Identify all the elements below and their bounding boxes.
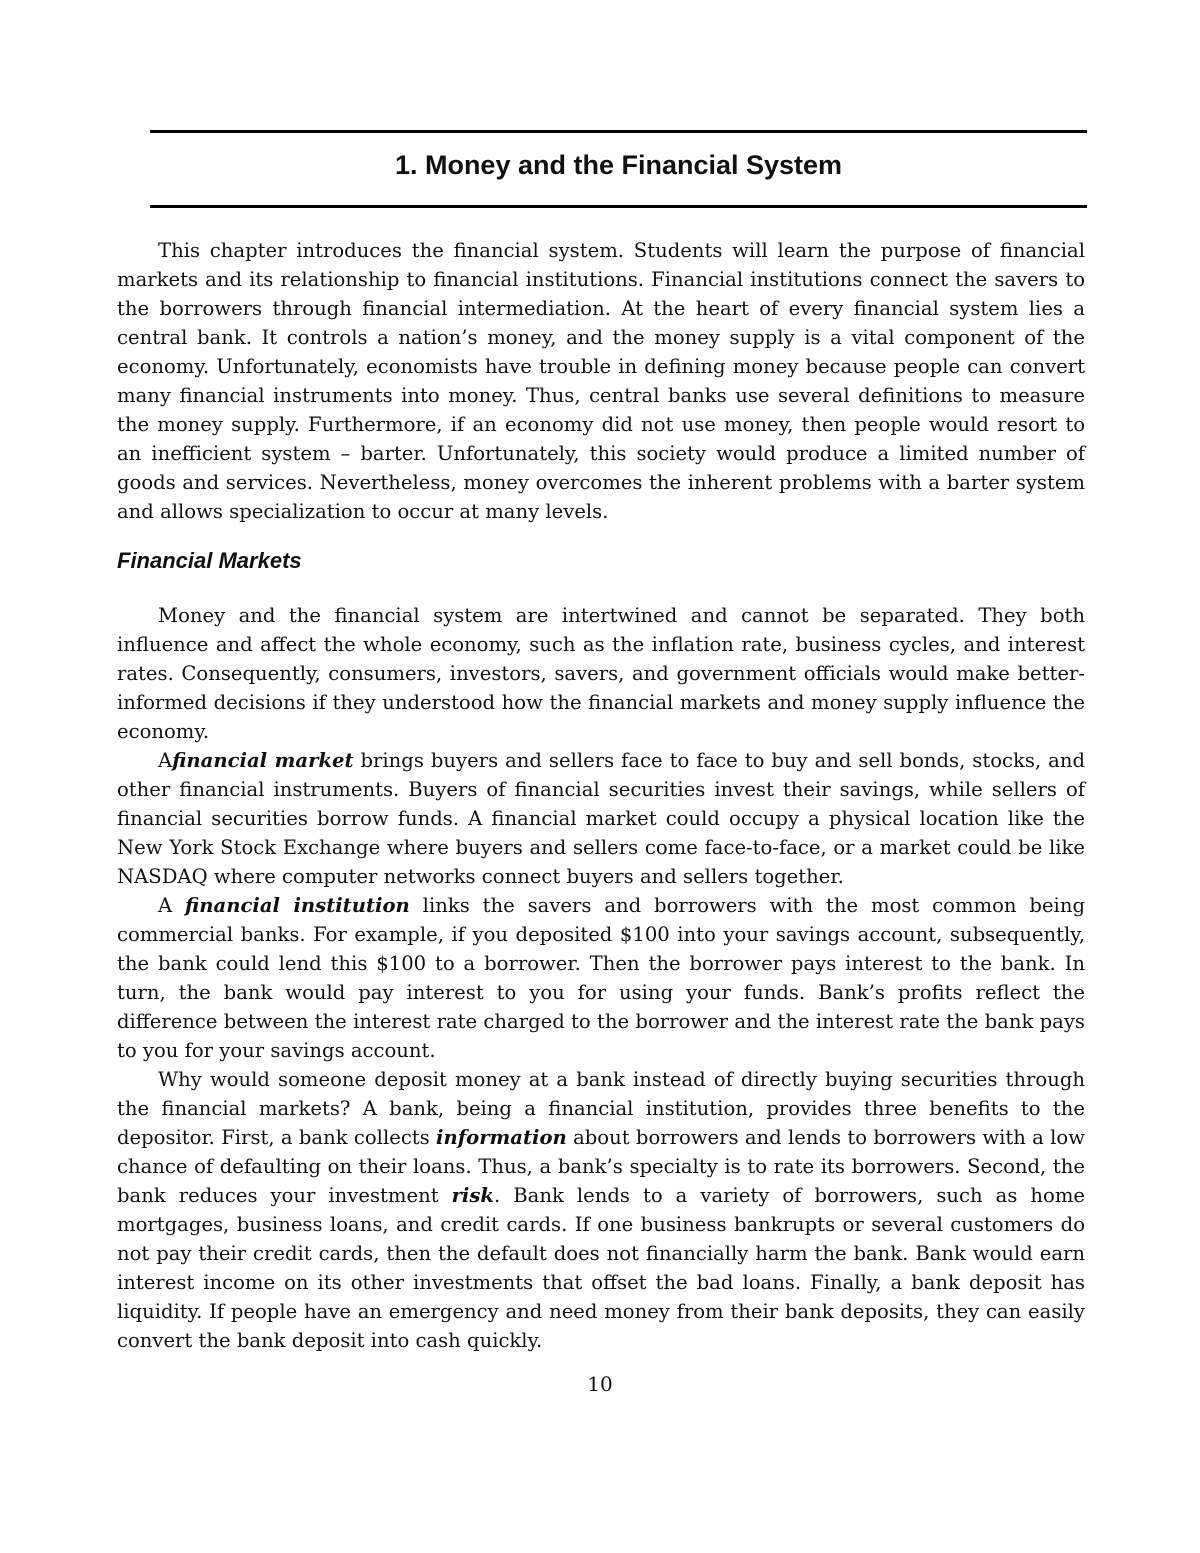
paragraph-3-rest: links the savers and borrowers with the most common being commercial banks. For example, if you deposited $100 into your savings account, subsequently, the bank could lend this $100 to a borrower. Then the borrower pays interest to the bank. In turn, the bank would pay interest to you for using your funds. Bank’s profits reflect the difference between the interest rate charged to the borrower and the interest rate the bank pays to you for your savings account. bbox=[117, 894, 1085, 1062]
term-risk: risk bbox=[451, 1184, 494, 1207]
chapter-title: 1. Money and the Financial System bbox=[394, 150, 843, 180]
title-top-rule bbox=[150, 130, 1087, 133]
paragraph-2-start: A bbox=[158, 749, 173, 772]
paragraph-3 bbox=[117, 891, 1085, 1065]
section-heading: Financial Markets bbox=[117, 548, 302, 573]
paragraph-2-rest: brings buyers and sellers face to face to buy and sell bonds, stocks, and other financial instruments. Buyers of financial securities invest their savings, while sellers of financial securities borrow funds. A financial market could occupy a physical location like the New York Stock Exchange where buyers and sellers come face-to-face, or a market could be like NASDAQ where computer networks connect buyers and sellers together. bbox=[117, 749, 1085, 888]
paragraph-4 bbox=[117, 1065, 1085, 1355]
term-financial-market: financial market bbox=[172, 749, 354, 772]
term-information: information bbox=[436, 1126, 567, 1149]
title-bottom-rule bbox=[150, 205, 1087, 208]
paragraph-4-c: . Bank lends to a variety of borrowers, such as home mortgages, business loans, and credit cards. If one business bankrupts or several customers do not pay their credit cards, then the default does not financially harm the bank. Bank would earn interest income on its other investments that offset the bad loans. Finally, a bank deposit has liquidity. If people have an emergency and need money from their bank deposits, they can easily convert the bank deposit into cash quickly. bbox=[117, 1184, 1085, 1352]
paragraph-4-a: Why would someone deposit money at a bank instead of directly buying securities through the financial markets? A bank, being a financial institution, provides three benefits to the depositor. First, a bank collects bbox=[117, 1068, 1085, 1149]
paragraph-1: Money and the financial system are intertwined and cannot be separated. They both influence and affect the whole economy, such as the inflation rate, business cycles, and interest rates. Consequently, consumers, investors, savers, and government officials would make better-informed decisions if they understood how the financial markets and money supply influence the economy. bbox=[117, 604, 1085, 743]
section-body bbox=[117, 601, 1085, 1355]
paragraph-3-start: A bbox=[158, 894, 186, 917]
page-number: 10 bbox=[587, 1372, 613, 1396]
intro-paragraph: This chapter introduces the financial system. Students will learn the purpose of financial markets and its relationship to financial institutions. Financial institutions connect the savers to the borrowers through financial intermediation. At the heart of every financial system lies a central bank. It controls a nation’s money, and the money supply is a vital component of the economy. Unfortunately, economists have trouble in defining money because people can convert many financial instruments into money. Thus, central banks use several definitions to measure the money supply. Furthermore, if an economy did not use money, then people would resort to an inefficient system – barter. Unfortunately, this society would produce a limited number of goods and services. Nevertheless, money overcomes the inherent problems with a barter system and allows specialization to occur at many levels. bbox=[117, 239, 1085, 523]
paragraph-2 bbox=[117, 746, 1085, 891]
paragraph-4-b: about borrowers and lends to borrowers with a low chance of defaulting on their loans. Thus, a bank’s specialty is to rate its borrowers. Second, the bank reduces your investment bbox=[117, 1126, 1085, 1207]
term-financial-institution: financial institution bbox=[185, 894, 410, 917]
